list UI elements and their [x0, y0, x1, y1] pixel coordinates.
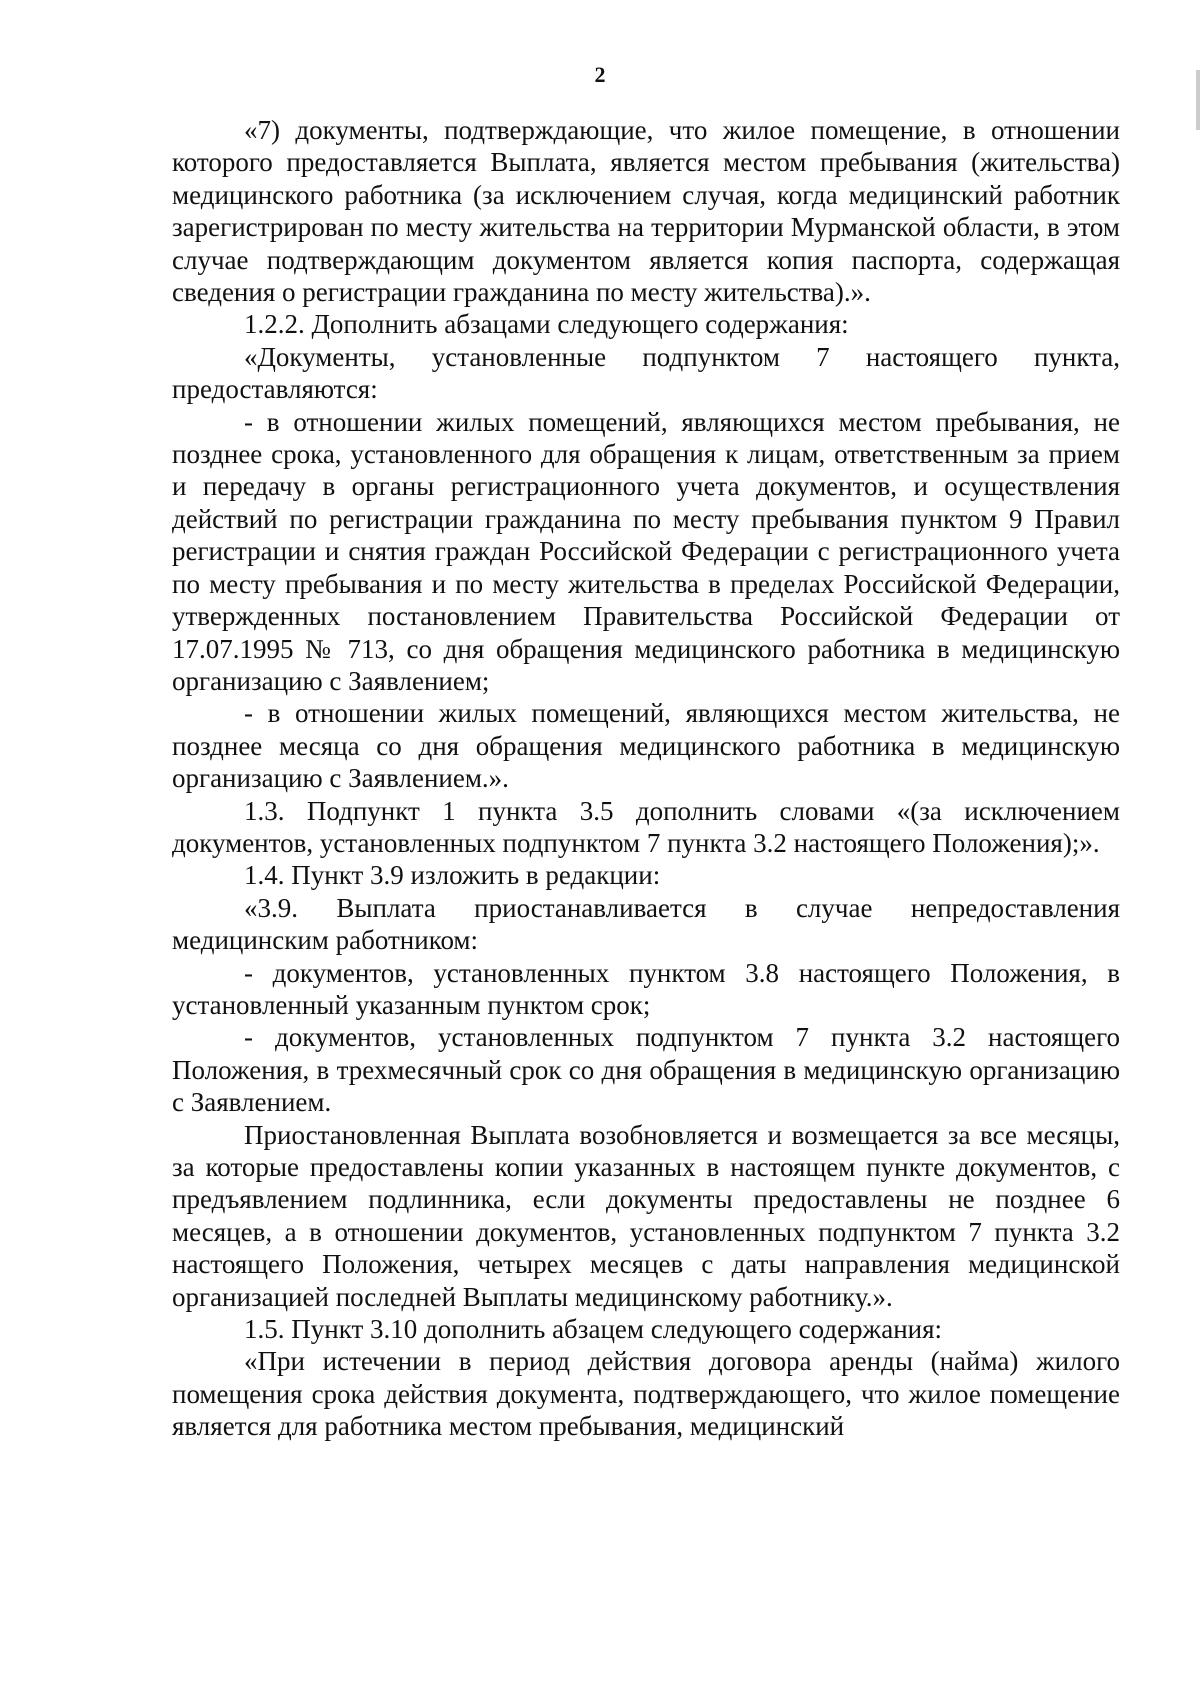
paragraph-place-of-stay: - в отношении жилых помещений, являющихся местом пребывания, не позднее срока, установленного для обращения к лицам, ответственным за прием и передачу в органы регистрационного учета документов, и осуществления действий по регистрации гражданина по месту пребывания пунктом 9 Правил регистрации и снятия граждан Российской Федерации с регистрационного учета по месту пребывания и по месту жительства в пределах Российской Федерации, утвержденных постановлением Правительства Российской Федерации от 17.07.1995 № 713, со дня обращения медицинского работника в медицинскую организацию с Заявлением;	[172, 406, 1120, 696]
paragraph-3-9-item-3-8: - документов, установленных пунктом 3.8 настоящего Положения, в установленный указанным пунктом срок;	[172, 957, 1120, 1020]
paragraph-1-2-2: 1.2.2. Дополнить абзацами следующего содержания:	[244, 309, 849, 340]
paragraph-item-7-documents: «7) документы, подтверждающие, что жилое помещение, в отношении которого предоставляется Выплата, является местом пребывания (жительства) медицинского работника (за исключением случая, когда медицинский работник зарегистрирован по месту жительства на территории Мурманской области, в этом случае подтверждающим документом является копия паспорта, содержащая сведения о регистрации гражданина по месту жительства).».	[172, 115, 1120, 308]
paragraph-lease-expiry: «При истечении в период действия договора аренды (найма) жилого помещения срока действия документа, подтверждающего, что жилое помещение является для работника местом пребывания, медицинский	[172, 1346, 1120, 1442]
paragraph-place-of-residence: - в отношении жилых помещений, являющихся местом жительства, не позднее месяца со дня обращения медицинского работника в медицинскую организацию с Заявлением.».	[172, 698, 1120, 794]
paragraph-1-3: 1.3. Подпункт 1 пункта 3.5 дополнить словами «(за исключением документов, установленных подпунктом 7 пункта 3.2 настоящего Положения);».	[172, 795, 1120, 858]
paragraph-1-4: 1.4. Пункт 3.9 изложить в редакции:	[244, 860, 661, 891]
scan-edge-mark	[1196, 70, 1200, 130]
paragraph-suspended-payment: Приостановленная Выплата возобновляется и возмещается за все месяцы, за которые предоставлены копии указанных в настоящем пункте документов, с предъявлением подлинника, если документы предоставлены не позднее 6 месяцев, а в отношении документов, установленных подпунктом 7 пункта 3.2 настоящего Положения, четырех месяцев с даты направления медицинской организацией последней Выплаты медицинскому работнику.».	[172, 1119, 1120, 1312]
page-number: 2	[594, 62, 606, 87]
document-body	[172, 114, 1120, 1443]
paragraph-1-5: 1.5. Пункт 3.10 дополнить абзацем следующего содержания:	[244, 1314, 943, 1345]
paragraph-3-9: «3.9. Выплата приостанавливается в случае непредоставления медицинским работником:	[172, 892, 1120, 956]
paragraph-3-9-item-3-2: - документов, установленных подпунктом 7 пункта 3.2 настоящего Положения, в трехмесячный срок со дня обращения в медицинскую организацию с Заявлением.	[172, 1022, 1120, 1118]
paragraph-documents-provided: «Документы, установленные подпунктом 7 настоящего пункта, предоставляются:	[172, 341, 1120, 405]
